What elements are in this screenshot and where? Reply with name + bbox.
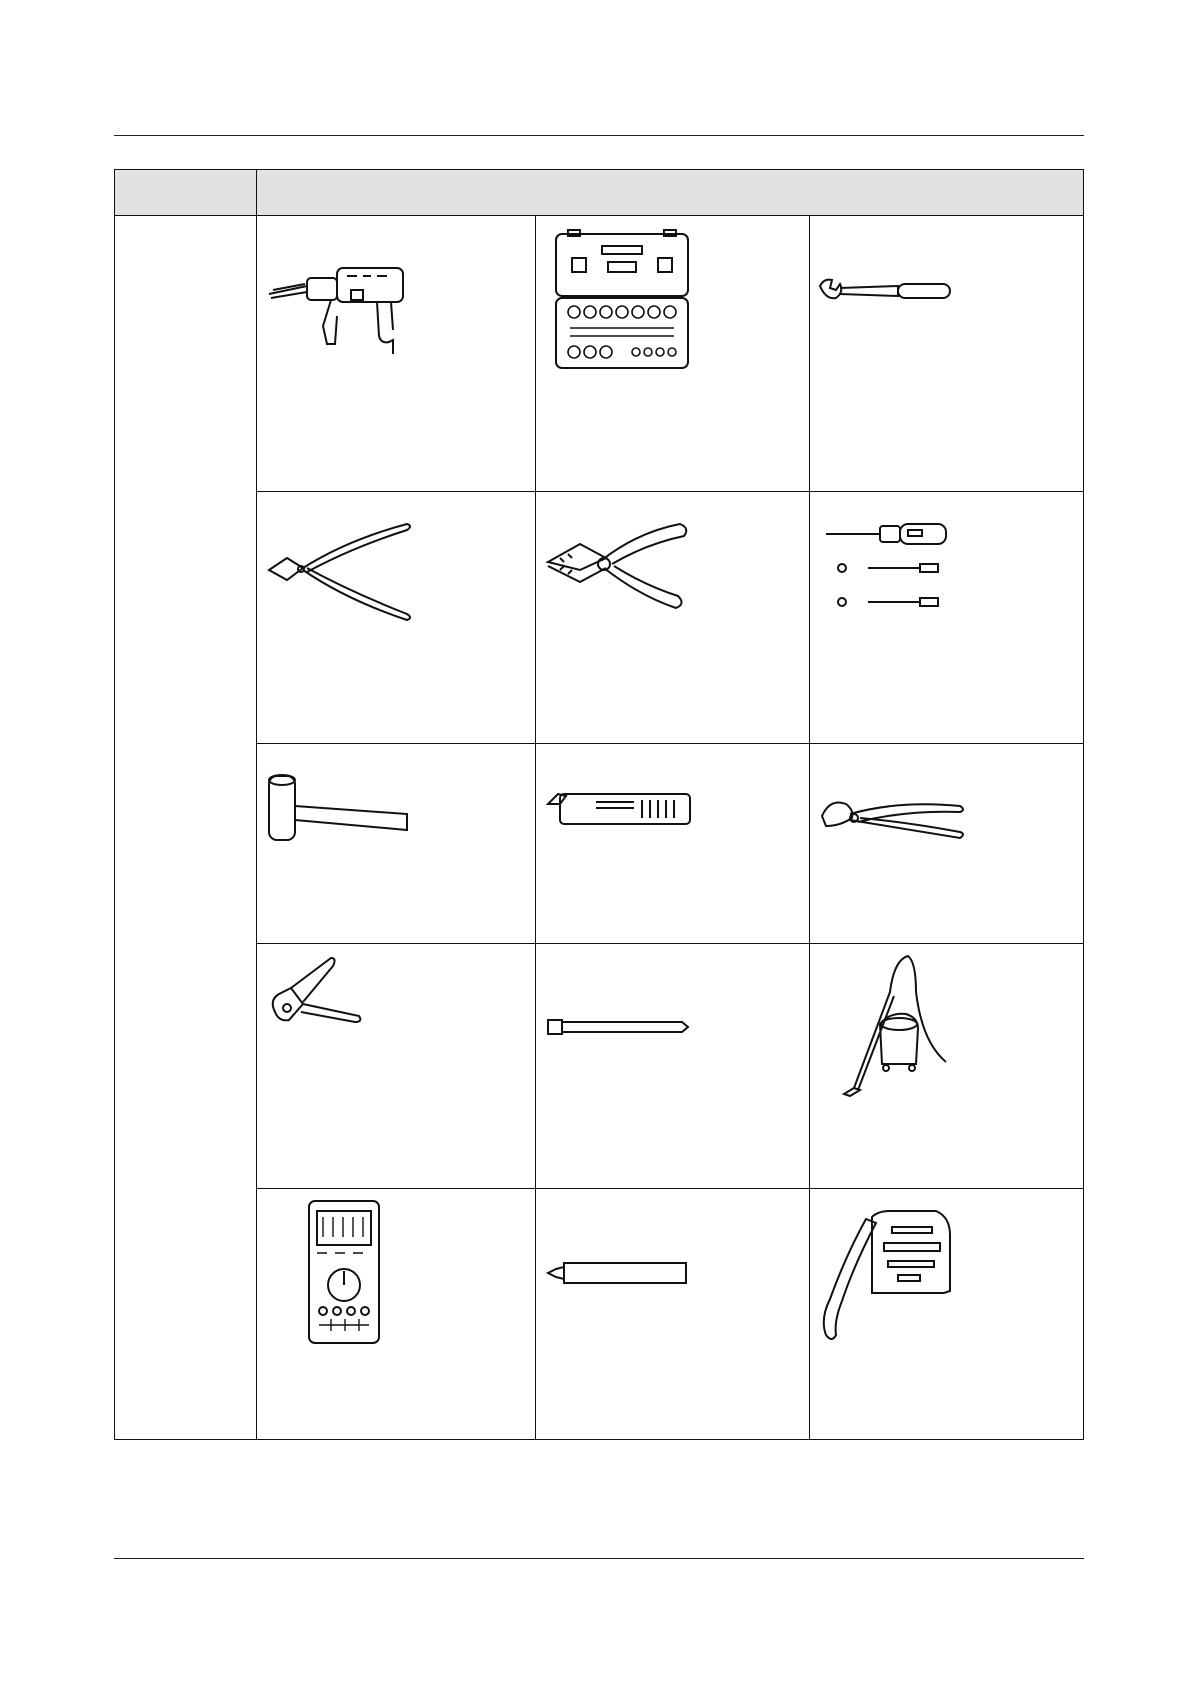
wire-stripper-icon <box>546 522 696 622</box>
tool-cell-marker <box>536 1189 809 1440</box>
tool-cell-torque-wrench <box>810 216 1084 491</box>
vacuum-cleaner-icon <box>830 952 960 1102</box>
tool-cell-rubber-mallet <box>257 744 535 943</box>
torque-screwdriver-icon <box>824 522 964 632</box>
torque-wrench-icon <box>818 276 968 316</box>
utility-knife-icon <box>546 790 696 840</box>
hammer-drill-icon <box>267 246 427 356</box>
tools-table <box>114 169 1084 1440</box>
tool-cell-crimping-tool <box>257 944 535 1188</box>
tool-cell-cable-cutter <box>810 744 1084 943</box>
multimeter-icon <box>305 1199 385 1349</box>
tool-cell-vacuum-cleaner <box>810 944 1084 1188</box>
tool-cell-multimeter <box>257 1189 535 1440</box>
rubber-mallet-icon <box>267 772 417 852</box>
tool-cell-socket-wrench-set <box>536 216 809 491</box>
marker-icon <box>546 1259 696 1289</box>
table-header <box>115 170 1083 216</box>
tool-cell-cable-tie <box>536 944 809 1188</box>
cable-tie-icon <box>546 1014 696 1044</box>
crimping-tool-icon <box>267 954 367 1034</box>
cable-cutter-icon <box>820 796 970 846</box>
tool-cell-utility-knife <box>536 744 809 943</box>
footer-rule <box>114 1558 1084 1559</box>
measuring-tape-icon <box>818 1209 968 1349</box>
tool-cell-measuring-tape <box>810 1189 1084 1440</box>
socket-wrench-set-icon <box>548 228 698 378</box>
tool-cell-wire-stripper <box>536 492 809 743</box>
tool-cell-hammer-drill <box>257 216 535 491</box>
tool-cell-torque-screwdriver <box>810 492 1084 743</box>
header-rule <box>114 135 1084 136</box>
tool-cell-diagonal-pliers <box>257 492 535 743</box>
diagonal-pliers-icon <box>267 520 417 630</box>
